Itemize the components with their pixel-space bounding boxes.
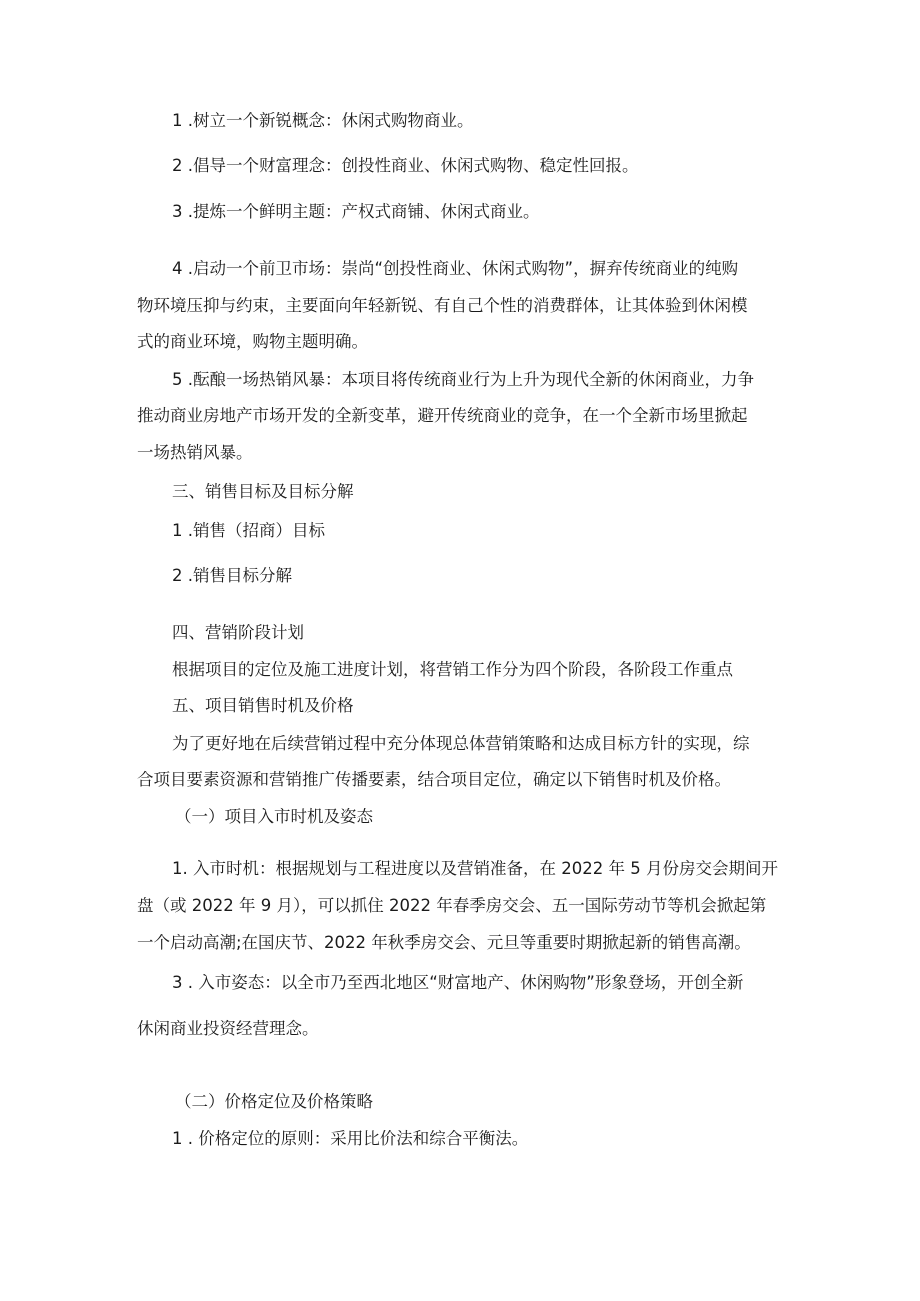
text-line: 4 .启动一个前卫市场：崇尚“创投性商业、休闲式购物”，摒弃传统商业的纯购 xyxy=(172,259,739,278)
text-line: 2 .销售目标分解 xyxy=(172,566,292,585)
section-heading: 五、项目销售时机及价格 xyxy=(172,696,354,715)
text-line: 3 . 入市姿态：以全市乃至西北地区“财富地产、休闲购物”形象登场，开创全新 xyxy=(172,973,744,992)
section-heading: 三、销售目标及目标分解 xyxy=(172,482,354,501)
text-line: 一个启动高潮;在国庆节、2022 年秋季房交会、元旦等重要时期掀起新的销售高潮。 xyxy=(137,933,751,952)
section-heading: 四、营销阶段计划 xyxy=(172,623,304,642)
text-line: 1 .树立一个新锐概念：休闲式购物商业。 xyxy=(172,111,474,130)
text-line: 根据项目的定位及施工进度计划，将营销工作分为四个阶段，各阶段工作重点 xyxy=(172,660,733,679)
subsection-heading: （一）项目入市时机及姿态 xyxy=(175,807,373,826)
text-line: 物环境压抑与约束，主要面向年轻新锐、有自己个性的消费群体，让其体验到休闲模 xyxy=(137,296,748,315)
text-line: 合项目要素资源和营销推广传播要素，结合项目定位，确定以下销售时机及价格。 xyxy=(137,770,731,789)
text-line: 2 .倡导一个财富理念：创投性商业、休闲式购物、稳定性回报。 xyxy=(172,156,639,175)
text-line: 一场热销风暴。 xyxy=(137,443,253,462)
text-line: 盘（或 2022 年 9 月），可以抓住 2022 年春季房交会、五一国际劳动节等机会掀起第 xyxy=(137,896,767,915)
text-line: 3 .提炼一个鲜明主题：产权式商铺、休闲式商业。 xyxy=(172,202,540,221)
text-line: 1 .销售（招商）目标 xyxy=(172,521,325,540)
text-line: 式的商业环境，购物主题明确。 xyxy=(137,332,368,351)
text-line: 休闲商业投资经营理念。 xyxy=(137,1019,319,1038)
text-line: 1. 入市时机：根据规划与工程进度以及营销准备，在 2022 年 5 月份房交会期间开 xyxy=(172,859,778,878)
text-line: 5 .酝酿一场热销风暴：本项目将传统商业行为上升为现代全新的休闲商业，力争 xyxy=(172,370,754,389)
subsection-heading: （二）价格定位及价格策略 xyxy=(175,1092,373,1111)
text-line: 推动商业房地产市场开发的全新变革，避开传统商业的竞争，在一个全新市场里掀起 xyxy=(137,406,748,425)
text-line: 1 . 价格定位的原则：采用比价法和综合平衡法。 xyxy=(172,1129,529,1148)
text-line: 为了更好地在后续营销过程中充分体现总体营销策略和达成目标方针的实现，综 xyxy=(172,734,750,753)
